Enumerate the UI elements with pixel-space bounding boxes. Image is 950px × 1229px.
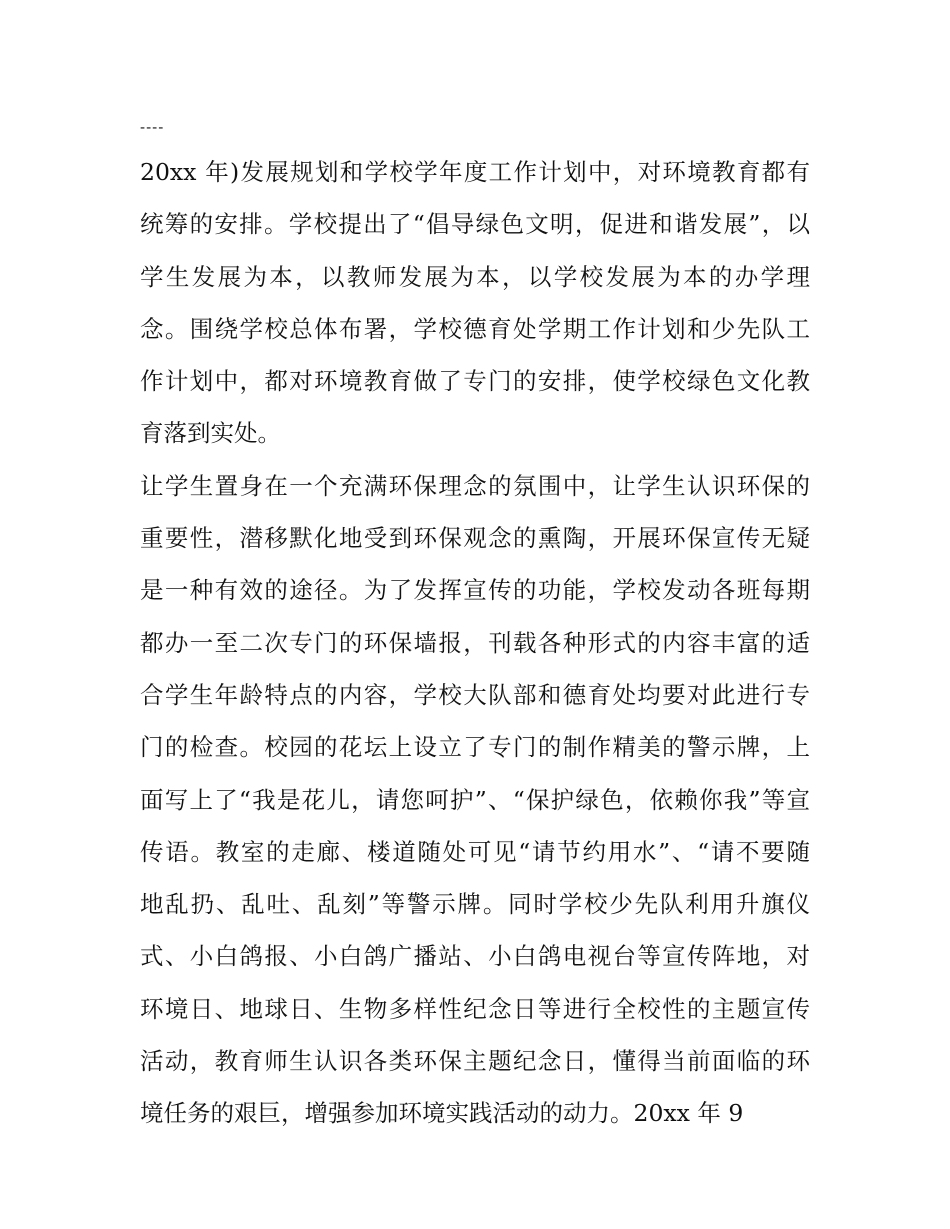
- text-line: 是一种有效的途径。为了发挥宣传的功能，学校发动各班每期: [140, 576, 810, 605]
- text-line: 统筹的安排。学校提出了“倡导绿色文明，促进和谐发展”，以: [140, 210, 810, 239]
- text-line: 都办一至二次专门的环保墙报，刊载各种形式的内容丰富的适: [140, 628, 810, 657]
- text-line: 育落到实处。: [140, 419, 281, 448]
- text-line: 合学生年龄特点的内容，学校大队部和德育处均要对此进行专: [140, 680, 810, 709]
- paragraph-2: [140, 460, 810, 1140]
- text-line: 环境日、地球日、生物多样性纪念日等进行全校性的主题宣传: [140, 994, 810, 1023]
- text-line: 传语。教室的走廊、楼道随处可见“请节约用水”、“请不要随: [140, 837, 810, 866]
- text-line: 作计划中，都对环境教育做了专门的安排，使学校绿色文化教: [140, 367, 810, 396]
- document-body: [140, 108, 810, 1140]
- text-line: 门的检查。校园的花坛上设立了专门的制作精美的警示牌，上: [140, 733, 810, 762]
- text-line: 让学生置身在一个充满环保理念的氛围中，让学生认识环保的: [140, 471, 810, 500]
- text-line: 式、小白鸽报、小白鸽广播站、小白鸽电视台等宣传阵地，对: [140, 942, 810, 971]
- text-line: 念。围绕学校总体布署，学校德育处学期工作计划和少先队工: [140, 314, 810, 343]
- text-line: 面写上了“我是花儿，请您呵护”、“保护绿色，依赖你我”等宣: [140, 785, 810, 814]
- text-line: 活动，教育师生认识各类环保主题纪念日，懂得当前面临的环: [140, 1047, 810, 1076]
- text-line: 地乱扔、乱吐、乱刻”等警示牌。同时学校少先队利用升旗仪: [140, 890, 810, 919]
- text-line: 20xx 年)发展规划和学校学年度工作计划中，对环境教育都有: [140, 158, 810, 186]
- text-line: 学生发展为本，以教师发展为本，以学校发展为本的办学理: [140, 262, 810, 291]
- text-line: 重要性，潜移默化地受到环保观念的熏陶，开展环保宣传无疑: [140, 524, 810, 553]
- text-line: 境任务的艰巨，增强参加环境实践活动的动力。20xx 年 9: [140, 1099, 744, 1128]
- separator-line: ----: [140, 118, 165, 136]
- paragraph-1: [140, 146, 810, 460]
